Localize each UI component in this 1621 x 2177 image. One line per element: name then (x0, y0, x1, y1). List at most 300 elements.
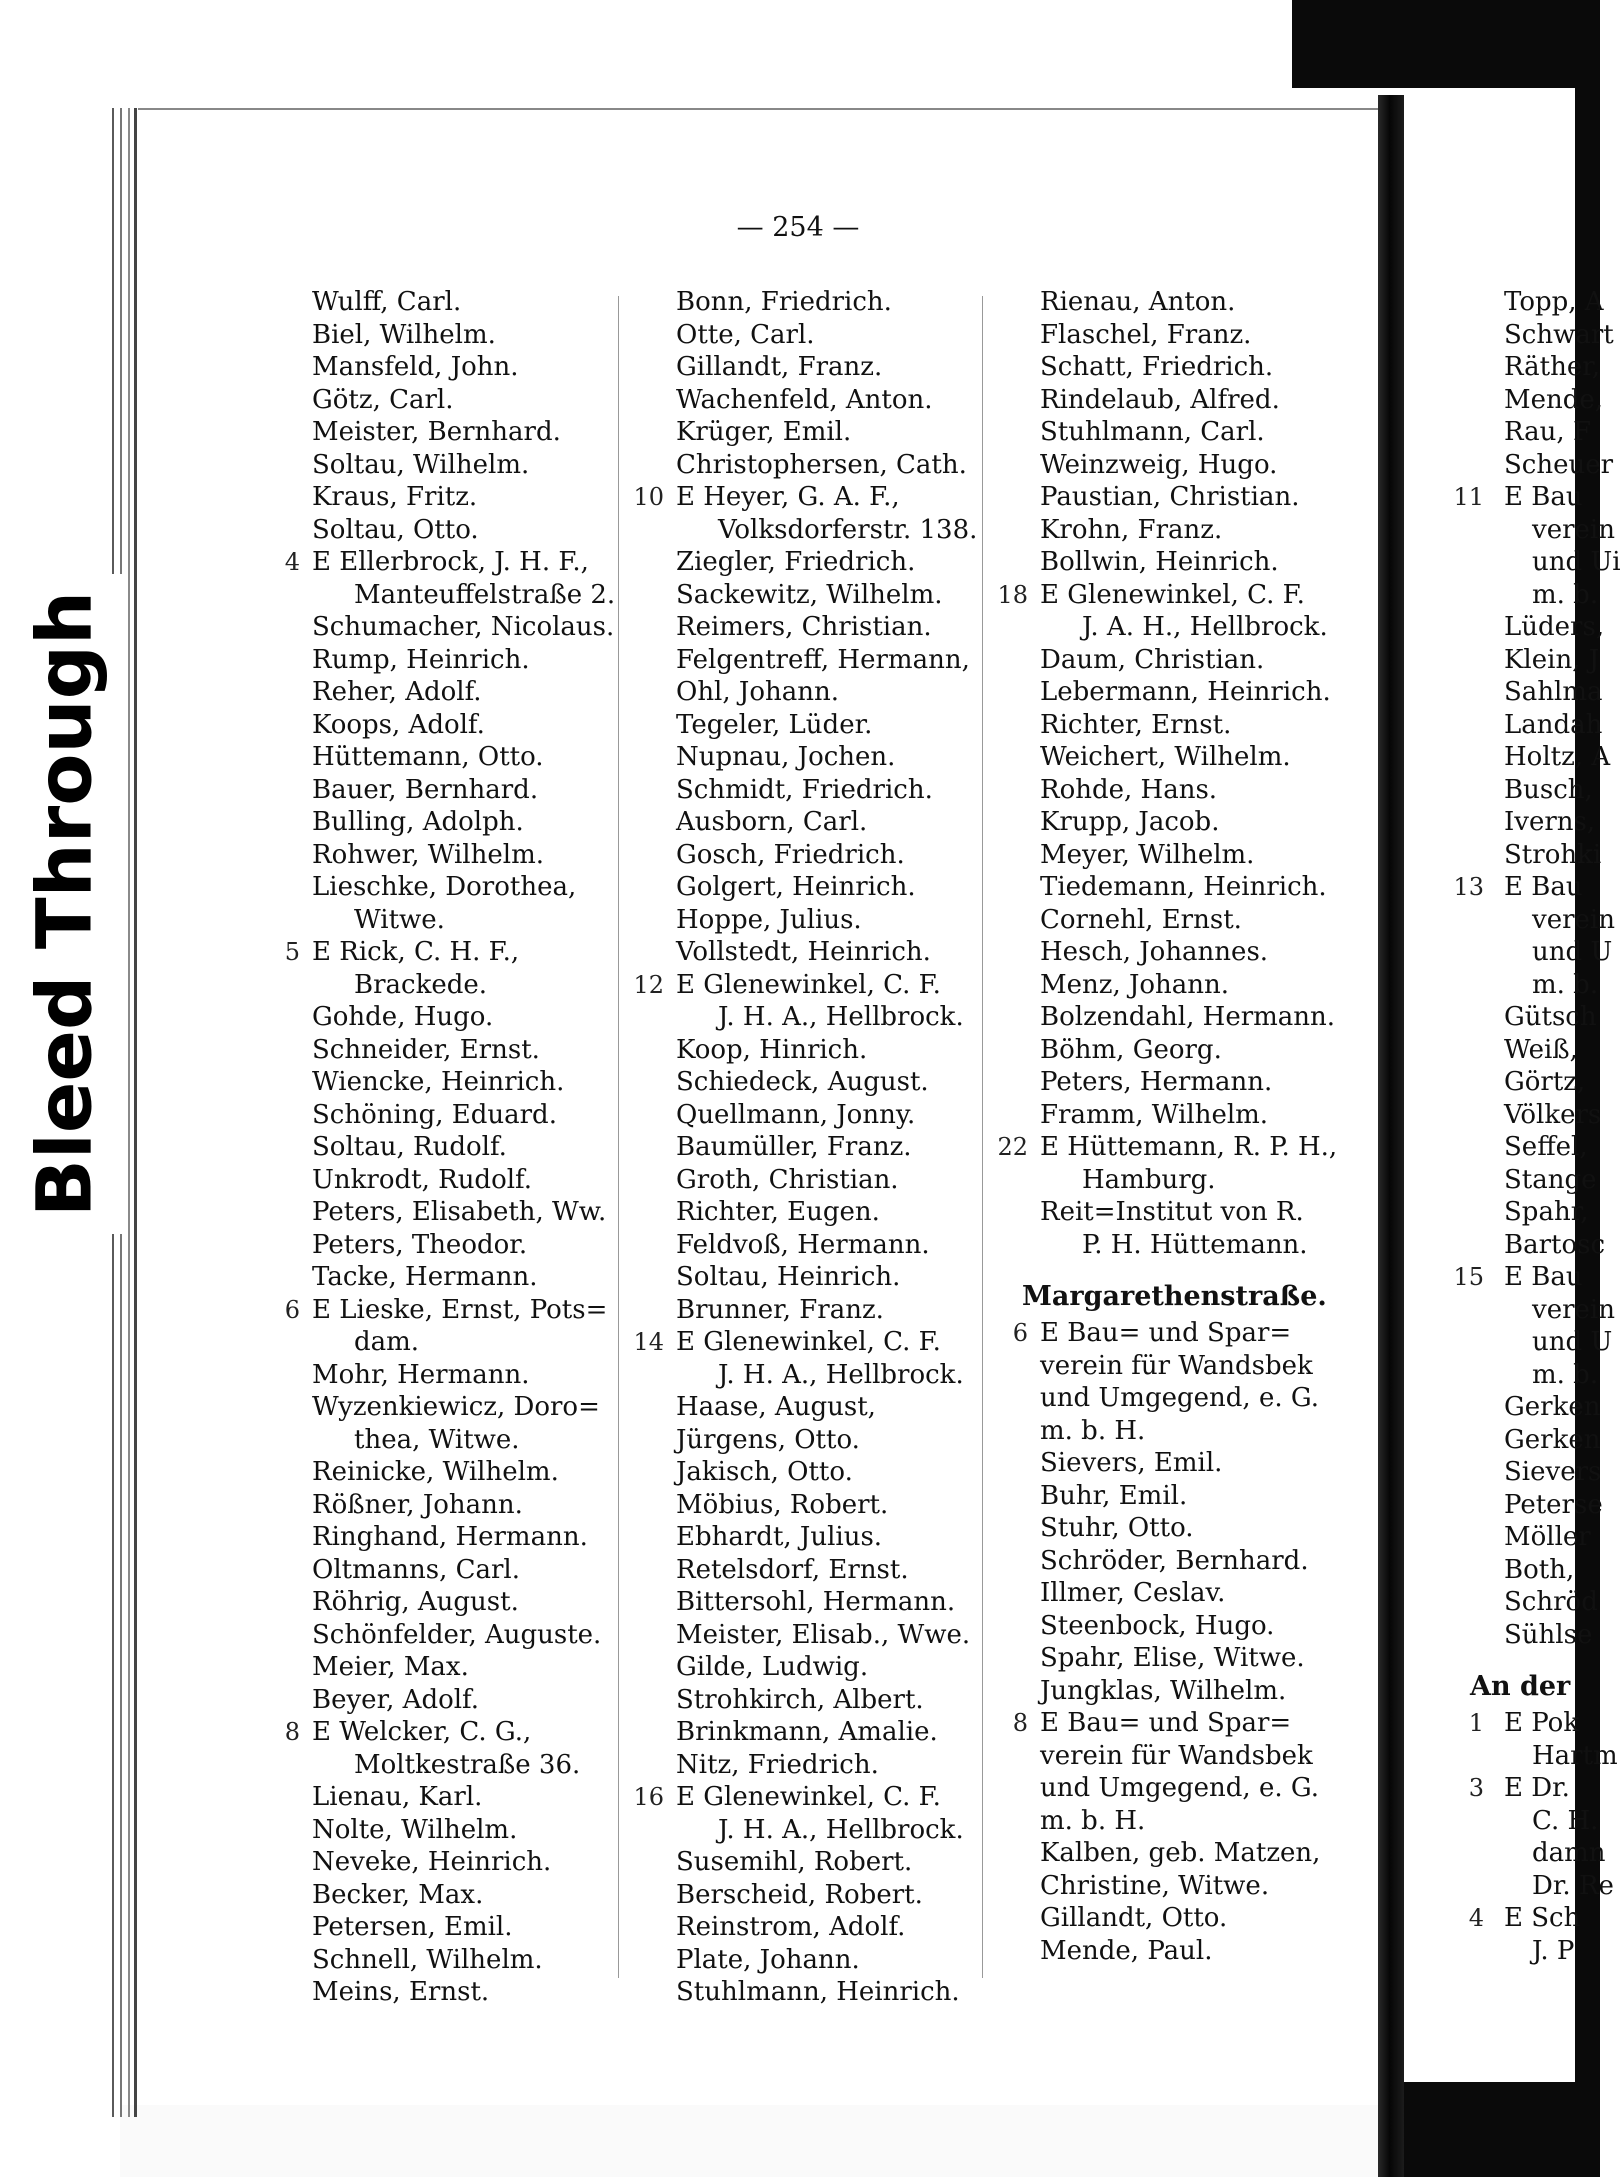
book-gutter (1378, 95, 1404, 2177)
entry-text: Schnell, Wilhelm. (312, 1944, 543, 1975)
resident-entry (626, 1879, 966, 1912)
house-number: 5 (284, 938, 300, 966)
house-number: 4 (284, 548, 300, 576)
entry-text: Jakisch, Otto. (676, 1457, 853, 1487)
entry-text: Völkers (1504, 1099, 1602, 1130)
resident-entry (990, 806, 1330, 839)
resident-entry (626, 1554, 966, 1587)
entry-text: C. H. (1532, 1805, 1599, 1836)
entry-text: und Ui (1532, 547, 1621, 577)
entry-text: Paustian, Christian. (1040, 482, 1300, 512)
entry-text: Berscheid, Robert. (676, 1879, 923, 1910)
column-4-entries (1446, 286, 1621, 1651)
resident-entry (626, 1944, 966, 1977)
resident-entry (990, 936, 1330, 969)
resident-entry (990, 384, 1330, 417)
resident-entry (1446, 384, 1604, 417)
house-number-entry (1446, 1261, 1586, 1294)
entry-text: Soltau, Heinrich. (676, 1262, 901, 1292)
entry-text: Groth, Christian. (676, 1164, 899, 1195)
resident-entry (626, 1261, 966, 1294)
entry-text: Lebermann, Heinrich. (1040, 677, 1331, 707)
entry-text: Plate, Johann. (676, 1944, 860, 1975)
entry-text: Topp, A (1504, 287, 1604, 317)
entry-text: Rohde, Hans. (1040, 774, 1218, 805)
entry-text: Both, (1504, 1554, 1575, 1585)
entry-text: Steenbock, Hugo. (1040, 1610, 1275, 1641)
entry-text: Koop, Hinrich. (676, 1034, 868, 1065)
resident-entry (990, 449, 1330, 482)
resident-entry (990, 741, 1330, 774)
resident-entry (262, 1684, 602, 1717)
entry-text: Krohn, Franz. (1040, 514, 1223, 545)
entry-text: Dr. Re (1532, 1870, 1614, 1901)
entry-text: Richter, Eugen. (676, 1197, 880, 1227)
resident-entry (262, 416, 602, 449)
resident-entry (990, 839, 1330, 872)
entry-continuation (262, 969, 602, 1002)
resident-entry (626, 644, 970, 677)
directory-column-1 (262, 286, 616, 2009)
entry-text: Schneider, Ernst. (312, 1034, 540, 1065)
entry-text: Stange (1504, 1164, 1597, 1195)
entry-continuation (626, 1359, 966, 1392)
entry-text: J. P (1532, 1935, 1575, 1966)
entry-text: Mende, (1504, 384, 1604, 415)
entry-text: Schumacher, Nicolaus. (312, 612, 615, 642)
resident-entry (626, 1391, 966, 1424)
entry-text: Nolte, Wilhelm. (312, 1814, 518, 1845)
entry-text: Gosch, Friedrich. (676, 839, 905, 870)
resident-entry (990, 1066, 1330, 1099)
resident-entry (626, 1586, 966, 1619)
entry-text: Jungklas, Wilhelm. (1040, 1675, 1287, 1706)
entry-text: Scheuer (1504, 449, 1614, 480)
entry-text: Soltau, Rudolf. (312, 1132, 507, 1162)
entry-text: Ohl, Johann. (676, 677, 839, 707)
entry-text: dam. (354, 1327, 420, 1357)
resident-entry (262, 871, 602, 904)
entry-text: J. H. A., Hellbrock. (718, 1814, 964, 1845)
resident-entry (1446, 1521, 1591, 1554)
resident-entry (626, 806, 966, 839)
resident-entry (626, 936, 966, 969)
resident-entry (1446, 1066, 1586, 1099)
entry-text: Schröder, Bernhard. (1040, 1545, 1309, 1576)
entry-text: E Bau= und Spar= (1040, 1708, 1292, 1738)
resident-entry (626, 1716, 966, 1749)
entry-text: Rößner, Johann. (312, 1489, 523, 1520)
bleed-through-label: Bleed Through (19, 590, 109, 1218)
resident-entry (262, 319, 602, 352)
entry-text: Reit=Institut von R. (1040, 1197, 1304, 1227)
resident-entry (262, 1554, 602, 1587)
resident-entry (990, 1099, 1330, 1132)
entry-text: E Rick, C. H. F., (312, 937, 520, 967)
entry-text: Röhrig, August. (312, 1587, 519, 1617)
entry-text: Daum, Christian. (1040, 644, 1265, 675)
entry-text: E Glenewinkel, C. F. (676, 1782, 941, 1812)
resident-entry (1446, 286, 1604, 319)
resident-entry (990, 1805, 1330, 1838)
house-number-entry (1446, 1707, 1586, 1740)
resident-entry (990, 676, 1330, 709)
entry-text: Mende, Paul. (1040, 1935, 1213, 1966)
house-number-entry (990, 579, 1330, 612)
entry-text: Wachenfeld, Anton. (676, 384, 933, 415)
entry-text: E Hüttemann, R. P. H., (1040, 1132, 1338, 1162)
house-number-entry (1446, 1772, 1586, 1805)
entry-text: Gohde, Hugo. (312, 1002, 494, 1032)
entry-continuation (262, 579, 616, 612)
house-number-entry (262, 1716, 602, 1749)
entry-text: verein (1532, 904, 1615, 935)
house-number-entry (262, 936, 602, 969)
resident-entry (990, 969, 1330, 1002)
resident-entry (990, 1001, 1336, 1034)
entry-text: Rump, Heinrich. (312, 644, 530, 675)
house-number-entry (1446, 871, 1586, 904)
resident-entry (262, 1944, 602, 1977)
resident-entry (626, 351, 966, 384)
entry-continuation (990, 1229, 1330, 1262)
entry-continuation (1446, 1837, 1606, 1870)
entry-text: Schwart (1504, 319, 1614, 350)
directory-column-3 (990, 286, 1338, 1967)
resident-entry (990, 709, 1330, 742)
house-number: 6 (1012, 1319, 1028, 1347)
entry-text: Kraus, Fritz. (312, 482, 478, 512)
resident-entry (626, 1976, 966, 2009)
entry-text: Gillandt, Franz. (676, 352, 883, 382)
resident-entry (1446, 351, 1601, 384)
house-number-entry (626, 1326, 966, 1359)
resident-entry (990, 1610, 1330, 1643)
house-number: 1 (1468, 1709, 1484, 1737)
resident-entry (1446, 1391, 1601, 1424)
resident-entry (990, 1837, 1330, 1870)
resident-entry (262, 1846, 602, 1879)
entry-text: Mohr, Hermann. (312, 1359, 530, 1390)
entry-text: Schmidt, Friedrich. (676, 774, 933, 805)
resident-entry (1446, 1099, 1602, 1132)
entry-text: Meins, Ernst. (312, 1977, 490, 2007)
resident-entry (262, 1391, 602, 1424)
resident-entry (262, 1781, 602, 1814)
page-number: — 254 — (736, 212, 860, 243)
entry-text: Iverns, (1504, 807, 1596, 837)
resident-entry (626, 1619, 971, 1652)
entry-text: J. A. H., Hellbrock. (1082, 612, 1328, 642)
entry-text: Hesch, Johannes. (1040, 937, 1269, 967)
resident-entry (626, 1749, 966, 1782)
resident-entry (990, 1034, 1330, 1067)
entry-text: verein für Wandsbek (1040, 1350, 1313, 1381)
resident-entry (990, 481, 1330, 514)
entry-text: Peters, Hermann. (1040, 1067, 1273, 1097)
entry-text: Meister, Elisab., Wwe. (676, 1619, 971, 1650)
entry-text: E Glenewinkel, C. F. (676, 1327, 941, 1357)
entry-text: Rindelaub, Alfred. (1040, 384, 1280, 415)
entry-text: Görtz, (1504, 1067, 1586, 1097)
resident-entry (1446, 1424, 1601, 1457)
entry-text: Oltmanns, Carl. (312, 1554, 520, 1585)
resident-entry (262, 1066, 602, 1099)
house-number-entry (626, 1781, 966, 1814)
entry-continuation (1446, 904, 1615, 937)
entry-text: Gütsch (1504, 1002, 1597, 1032)
entry-text: Stuhlmann, Carl. (1040, 417, 1265, 447)
entry-text: Weichert, Wilhelm. (1040, 742, 1291, 772)
entry-text: Schröd (1504, 1587, 1598, 1617)
resident-entry (262, 514, 602, 547)
column-4-entries-b (1446, 1707, 1618, 1967)
entry-text: Bonn, Friedrich. (676, 287, 892, 317)
entry-text: Landah (1504, 709, 1603, 740)
entry-text: Buhr, Emil. (1040, 1480, 1188, 1511)
entry-text: Flaschel, Franz. (1040, 319, 1252, 350)
resident-entry (262, 806, 602, 839)
resident-entry (626, 1294, 966, 1327)
entry-text: Meyer, Wilhelm. (1040, 839, 1255, 870)
resident-entry (990, 904, 1330, 937)
page-edge-line (128, 108, 130, 2117)
entry-text: Böhm, Georg. (1040, 1034, 1222, 1065)
resident-entry (626, 1456, 966, 1489)
column-divider (982, 296, 983, 1978)
entry-continuation (1446, 936, 1613, 969)
entry-text: Sackewitz, Wilhelm. (676, 579, 943, 610)
resident-entry (262, 1034, 602, 1067)
entry-text: Wyzenkiewicz, Doro= (312, 1392, 600, 1422)
entry-text: und U (1532, 937, 1613, 967)
entry-text: Nitz, Friedrich. (676, 1749, 879, 1780)
resident-entry (262, 741, 602, 774)
entry-text: Sühlse (1504, 1619, 1593, 1650)
resident-entry (1446, 611, 1605, 644)
entry-text: Peterse (1504, 1489, 1603, 1520)
resident-entry (990, 1196, 1330, 1229)
resident-entry (1446, 1586, 1598, 1619)
resident-entry (262, 839, 602, 872)
house-number: 11 (1453, 483, 1484, 511)
entry-text: Strohki (1504, 839, 1602, 870)
entry-text: Biel, Wilhelm. (312, 319, 496, 350)
resident-entry (626, 1066, 966, 1099)
house-number-entry (990, 1707, 1330, 1740)
entry-continuation (990, 611, 1330, 644)
house-number-entry (626, 481, 966, 514)
entry-text: Susemihl, Robert. (676, 1847, 913, 1877)
entry-continuation (262, 904, 602, 937)
resident-entry (1446, 449, 1614, 482)
resident-entry (626, 416, 966, 449)
house-number: 13 (1453, 873, 1484, 901)
entry-text: Bulling, Adolph. (312, 807, 524, 837)
entry-text: Reinstrom, Adolf. (676, 1912, 906, 1942)
resident-entry (626, 579, 966, 612)
entry-text: Meier, Max. (312, 1652, 469, 1682)
resident-entry (262, 1586, 602, 1619)
house-number-entry (262, 1294, 608, 1327)
entry-text: Volksdorferstr. 138. (718, 514, 978, 545)
resident-entry (262, 709, 602, 742)
house-number: 10 (633, 483, 664, 511)
entry-text: Rau, F (1504, 417, 1591, 447)
house-number-entry (990, 1317, 1330, 1350)
house-number-entry (990, 1131, 1338, 1164)
entry-continuation (1446, 969, 1599, 1002)
resident-entry (990, 774, 1330, 807)
resident-entry (626, 1229, 966, 1262)
street-heading-cropped: An der (1470, 1671, 1571, 1702)
resident-entry (990, 1577, 1330, 1610)
entry-text: E Pok (1504, 1708, 1580, 1738)
resident-entry (990, 1415, 1330, 1448)
resident-entry (626, 1099, 966, 1132)
resident-entry (1446, 1229, 1606, 1262)
entry-text: Räther, (1504, 352, 1601, 382)
entry-text: E Bau (1504, 1262, 1583, 1292)
entry-continuation (1446, 1935, 1586, 1968)
entry-text: m. b. (1532, 1359, 1599, 1390)
resident-entry (626, 286, 966, 319)
entry-text: E Glenewinkel, C. F. (1040, 579, 1305, 610)
entry-text: Felgentreff, Hermann, (676, 644, 970, 675)
entry-text: Hartm (1532, 1740, 1618, 1771)
resident-entry (626, 1846, 966, 1879)
entry-text: Wiencke, Heinrich. (312, 1067, 565, 1097)
entry-text: Bollwin, Heinrich. (1040, 547, 1279, 577)
resident-entry (626, 1131, 966, 1164)
entry-text: Brinkmann, Amalie. (676, 1717, 938, 1747)
resident-entry (1446, 1489, 1603, 1522)
resident-entry (1446, 319, 1614, 352)
entry-text: Krüger, Emil. (676, 417, 852, 447)
entry-text: Reimers, Christian. (676, 612, 932, 642)
entry-text: Kalben, geb. Matzen, (1040, 1838, 1321, 1868)
entry-text: Otte, Carl. (676, 319, 815, 350)
entry-text: Meister, Bernhard. (312, 417, 561, 447)
resident-entry (262, 1359, 602, 1392)
resident-entry (990, 1675, 1330, 1708)
resident-entry (626, 676, 966, 709)
entry-text: Baumüller, Franz. (676, 1132, 912, 1162)
house-number: 15 (1453, 1263, 1484, 1291)
resident-entry (626, 384, 966, 417)
entry-text: E Welcker, C. G., (312, 1717, 532, 1747)
house-number-entry (626, 969, 966, 1002)
entry-continuation (1446, 1805, 1599, 1838)
resident-entry (262, 1164, 602, 1197)
entry-text: Tacke, Hermann. (312, 1262, 538, 1292)
resident-entry (990, 1772, 1330, 1805)
resident-entry (626, 1521, 966, 1554)
resident-entry (1446, 741, 1611, 774)
entry-text: Haase, August, (676, 1392, 876, 1422)
entry-text: Christine, Witwe. (1040, 1870, 1270, 1901)
resident-entry (262, 1619, 602, 1652)
resident-entry (626, 1651, 966, 1684)
resident-entry (262, 1261, 602, 1294)
resident-entry (990, 1447, 1330, 1480)
entry-text: m. b. H. (1040, 1805, 1146, 1836)
entry-text: Lienau, Karl. (312, 1782, 483, 1812)
house-number: 6 (284, 1295, 300, 1324)
entry-text: Retelsdorf, Ernst. (676, 1554, 909, 1585)
entry-text: Spahr, Elise, Witwe. (1040, 1643, 1305, 1673)
entry-text: Sievers, Emil. (1040, 1448, 1223, 1478)
resident-entry (626, 1489, 966, 1522)
entry-text: E Bau (1504, 872, 1583, 902)
resident-entry (626, 904, 966, 937)
resident-entry (1446, 1456, 1602, 1489)
resident-entry (262, 1229, 602, 1262)
resident-entry (1446, 416, 1591, 449)
entry-text: damn (1532, 1838, 1606, 1868)
resident-entry (262, 644, 602, 677)
resident-entry (626, 1911, 966, 1944)
entry-text: Schatt, Friedrich. (1040, 352, 1274, 382)
resident-entry (990, 351, 1330, 384)
resident-entry (990, 286, 1330, 319)
resident-entry (262, 676, 602, 709)
resident-entry (626, 1424, 966, 1457)
directory-column-2 (626, 286, 978, 2009)
resident-entry (262, 384, 602, 417)
entry-text: verein (1532, 514, 1615, 545)
resident-entry (990, 1545, 1330, 1578)
entry-text: Gerken (1504, 1392, 1601, 1422)
resident-entry (262, 1879, 602, 1912)
entry-text: Framm, Wilhelm. (1040, 1099, 1269, 1130)
column-divider (618, 296, 619, 1978)
entry-text: thea, Witwe. (354, 1424, 520, 1455)
resident-entry (262, 1131, 602, 1164)
entry-text: J. H. A., Hellbrock. (718, 1002, 964, 1032)
resident-entry (1446, 1554, 1586, 1587)
resident-entry (626, 774, 966, 807)
resident-entry (262, 1521, 602, 1554)
house-number: 16 (633, 1783, 664, 1811)
entry-continuation (1446, 1740, 1618, 1773)
entry-text: Peters, Elisabeth, Ww. (312, 1197, 607, 1227)
directory-column-4-cropped (1446, 286, 1621, 1967)
entry-text: verein (1532, 1294, 1615, 1325)
entry-text: Gerken (1504, 1424, 1601, 1455)
entry-text: Möller (1504, 1522, 1591, 1552)
resident-entry (1446, 1196, 1589, 1229)
resident-entry (990, 514, 1330, 547)
resident-entry (990, 1902, 1330, 1935)
entry-continuation (1446, 1359, 1599, 1392)
entry-text: Witwe. (354, 904, 445, 935)
resident-entry (262, 449, 602, 482)
entry-text: Mansfeld, John. (312, 352, 519, 382)
entry-text: Tiedemann, Heinrich. (1040, 872, 1327, 902)
resident-entry (262, 1976, 602, 2009)
entry-text: Klein, J (1504, 644, 1600, 675)
entry-text: Strohkirch, Albert. (676, 1684, 924, 1715)
scan-margin-bottom (120, 2105, 1378, 2177)
entry-text: E Dr. (1504, 1773, 1570, 1803)
entry-continuation (1446, 1326, 1613, 1359)
entry-text: Ausborn, Carl. (676, 807, 868, 837)
entry-text: Richter, Ernst. (1040, 709, 1232, 740)
resident-entry (990, 546, 1330, 579)
entry-text: Weinzweig, Hugo. (1040, 449, 1278, 480)
resident-entry (1446, 709, 1603, 742)
